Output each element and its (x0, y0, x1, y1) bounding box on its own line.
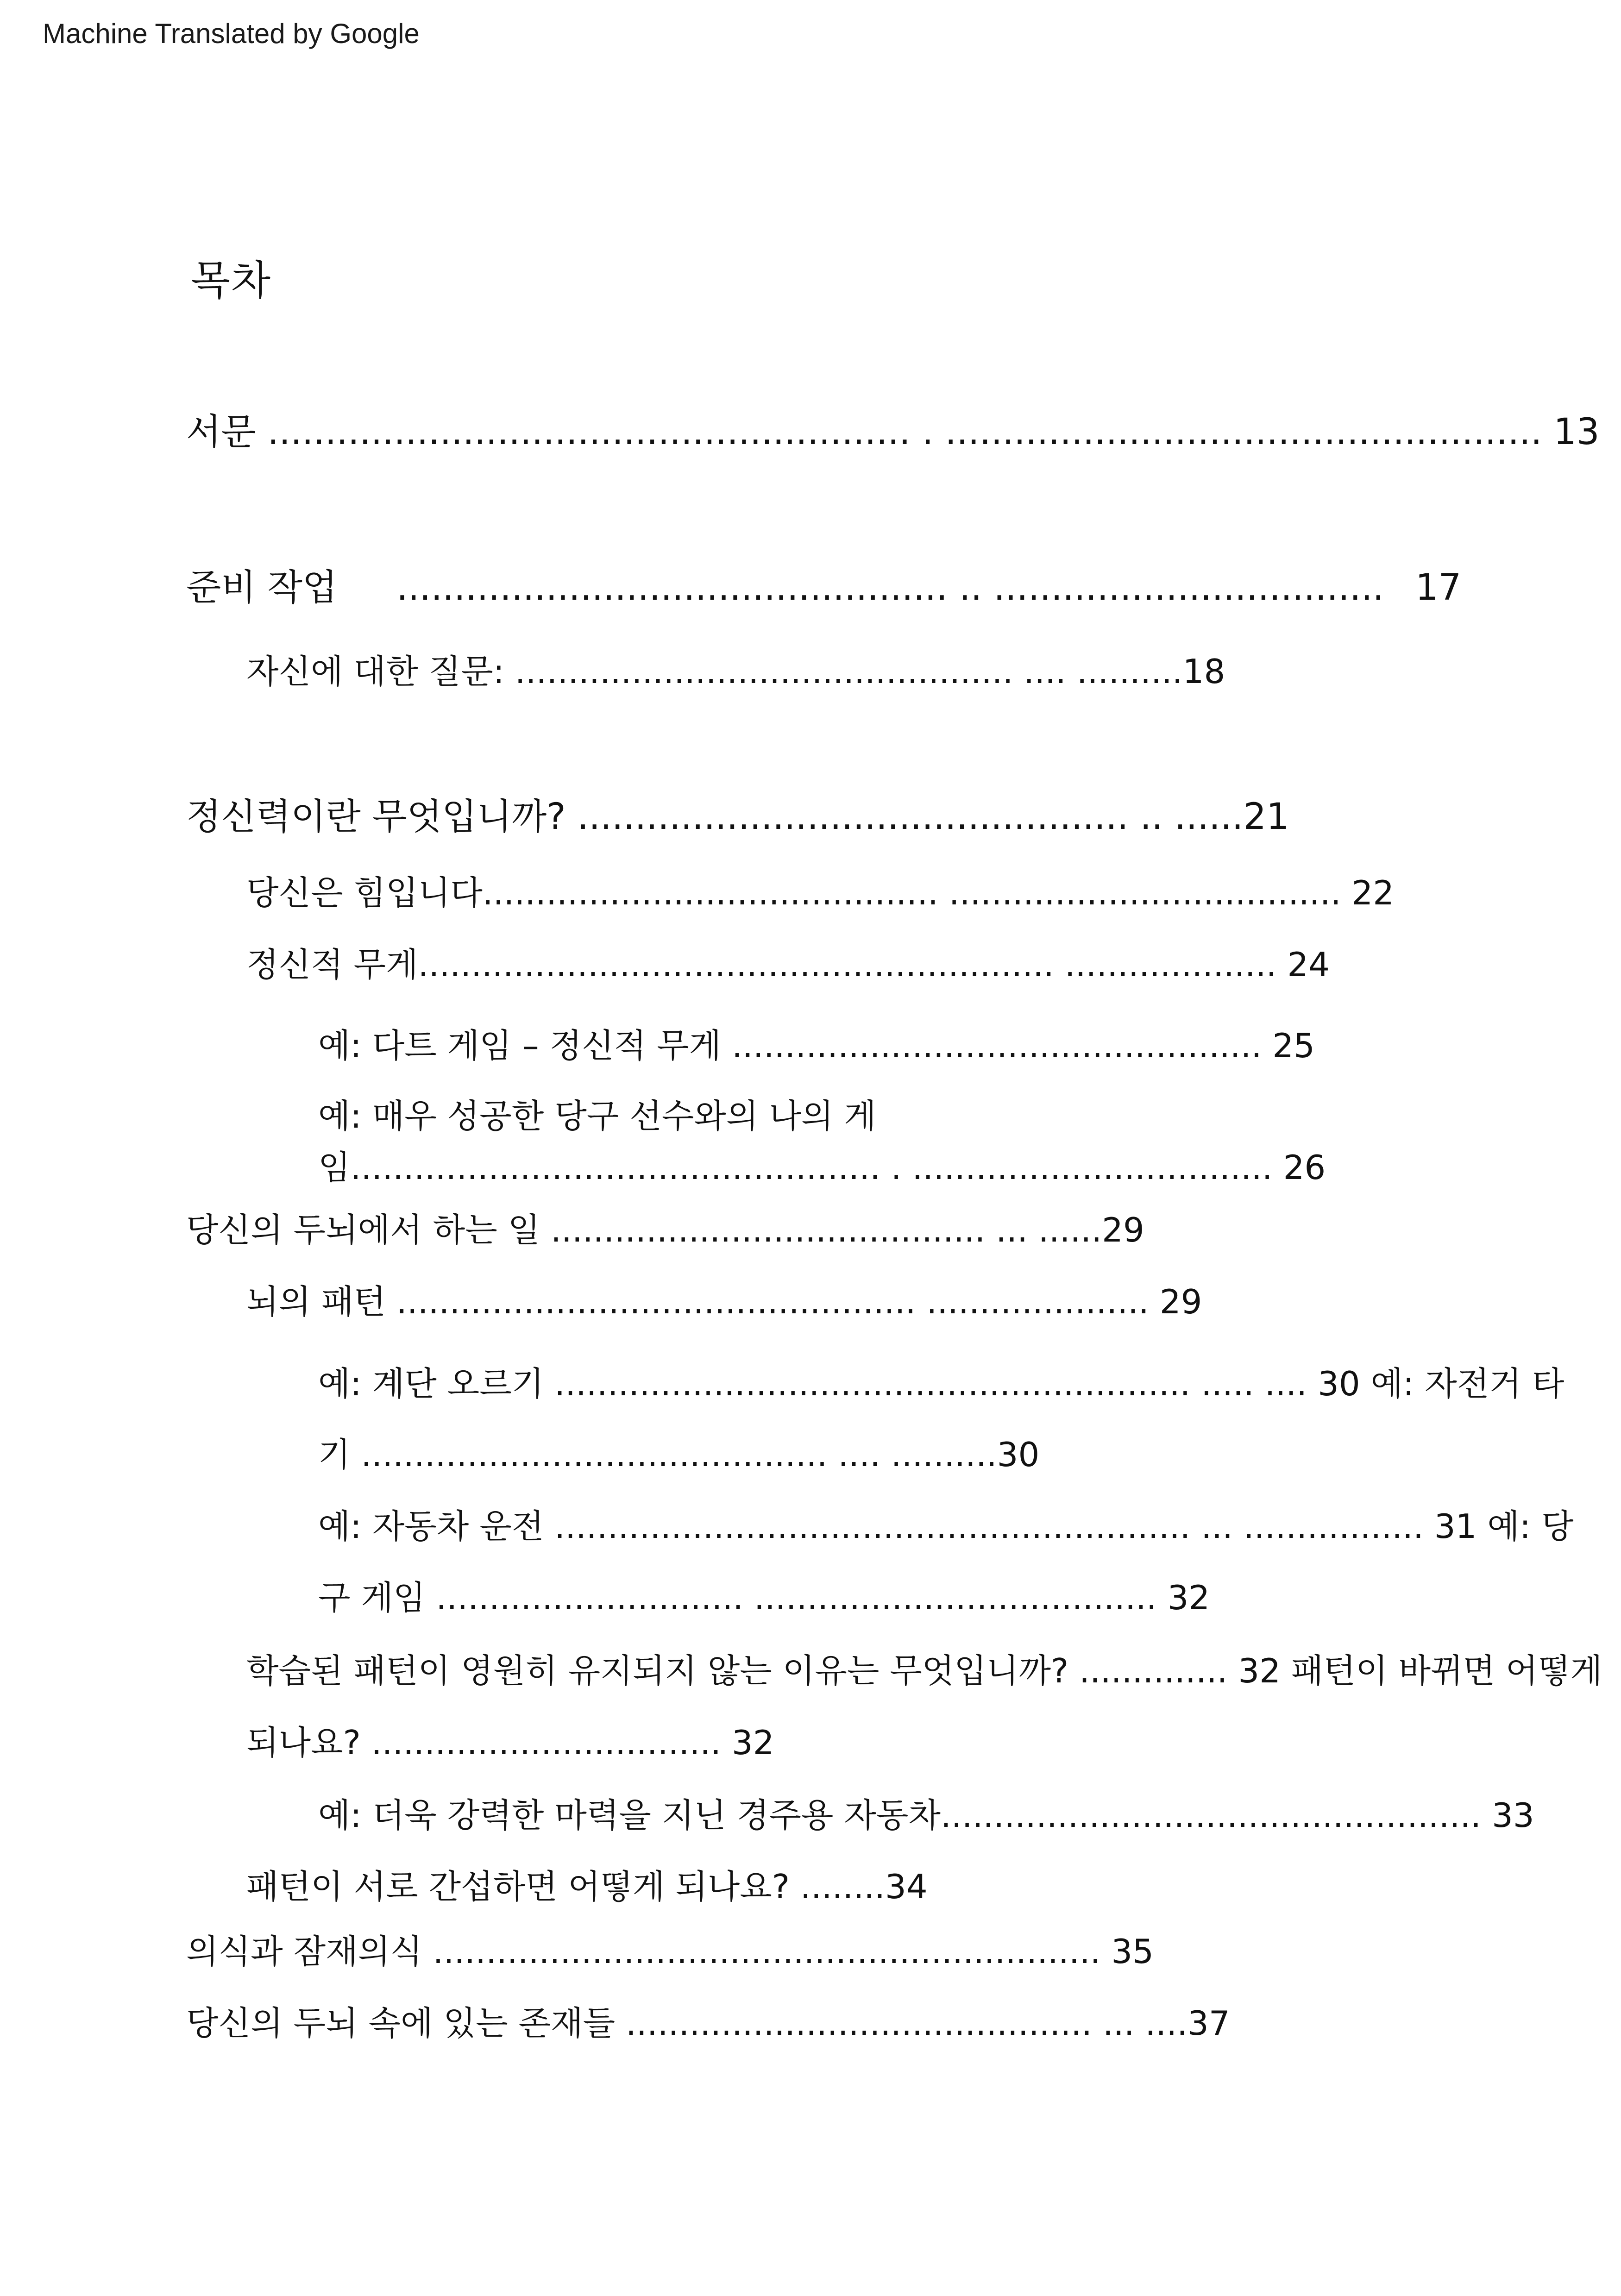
toc-entry-billiards-example-line2: 임.................................................. . .................................. 26 (318, 1148, 1326, 1187)
toc-entry-learned-patterns-line2: 되나요? ................................. 32 (246, 1723, 774, 1762)
toc-entry-racecar-example: 예: 더욱 강력한 마력을 지닌 경주용 자동차................................................... 33 (318, 1796, 1534, 1835)
toc-entry-you-are-power: 당신은 힘입니다........................................... ..................................... 22 (246, 873, 1395, 912)
toc-entry-beings-in-brain: 당신의 두뇌 속에 있는 존재들 ............................................ ... ....37 (186, 2004, 1230, 2043)
toc-entry-mental-weight: 정신적 무게............................................................ .................... 24 (246, 945, 1330, 984)
toc-entry-brain-patterns: 뇌의 패턴 ................................................. ..................... 29 (246, 1282, 1202, 1321)
toc-entry-conscious-subconscious: 의식과 잠재의식 ............................................................... 35 (186, 1932, 1154, 1971)
page-title: 목차 (191, 257, 272, 304)
toc-entry-preparation-title: 준비 작업 (186, 567, 338, 609)
toc-entry-pattern-interference: 패턴이 서로 간섭하면 어떻게 되나요? ........34 (246, 1867, 928, 1906)
machine-translation-watermark: Machine Translated by Google (43, 18, 420, 49)
toc-entry-driving-example-line1: 예: 자동차 운전 ............................................................ ... ................. 31 예: 당 (318, 1507, 1574, 1546)
toc-entry-preparation-page: 17 (1415, 567, 1462, 609)
toc-entry-brain-work: 당신의 두뇌에서 하는 일 ......................................... ... ......29 (186, 1211, 1144, 1249)
toc-entry-darts-example: 예: 다트 게임 – 정신적 무게 .................................................. 25 (318, 1026, 1315, 1065)
toc-entry-mental-power: 정신력이란 무엇입니까? ................................................ .. ......21 (186, 796, 1289, 838)
toc-entry-preface: 서문 ........................................................ . .................................................... 13 (186, 411, 1600, 453)
toc-entry-preparation-leader: ................................................ .. .................................. (396, 567, 1384, 609)
toc-entry-driving-example-line2: 구 게임 ............................. ...................................... 32 (318, 1578, 1210, 1617)
toc-entry-billiards-example-line1: 예: 매우 성공한 당구 선수와의 나의 게 (318, 1097, 876, 1135)
toc-entry-self-questions: 자신에 대한 질문: ............................................... .... ..........18 (246, 652, 1225, 691)
toc-entry-stairs-example-line2: 기 ............................................ .... ..........30 (318, 1435, 1040, 1474)
toc-entry-stairs-example-line1: 예: 계단 오르기 ............................................................ ..... .... 30 예: 자전거 타 (318, 1364, 1564, 1403)
toc-entry-learned-patterns-line1: 학습된 패턴이 영원히 유지되지 않는 이유는 무엇입니까? .............. 32 패턴이 바뀌면 어떻게 (246, 1651, 1602, 1690)
